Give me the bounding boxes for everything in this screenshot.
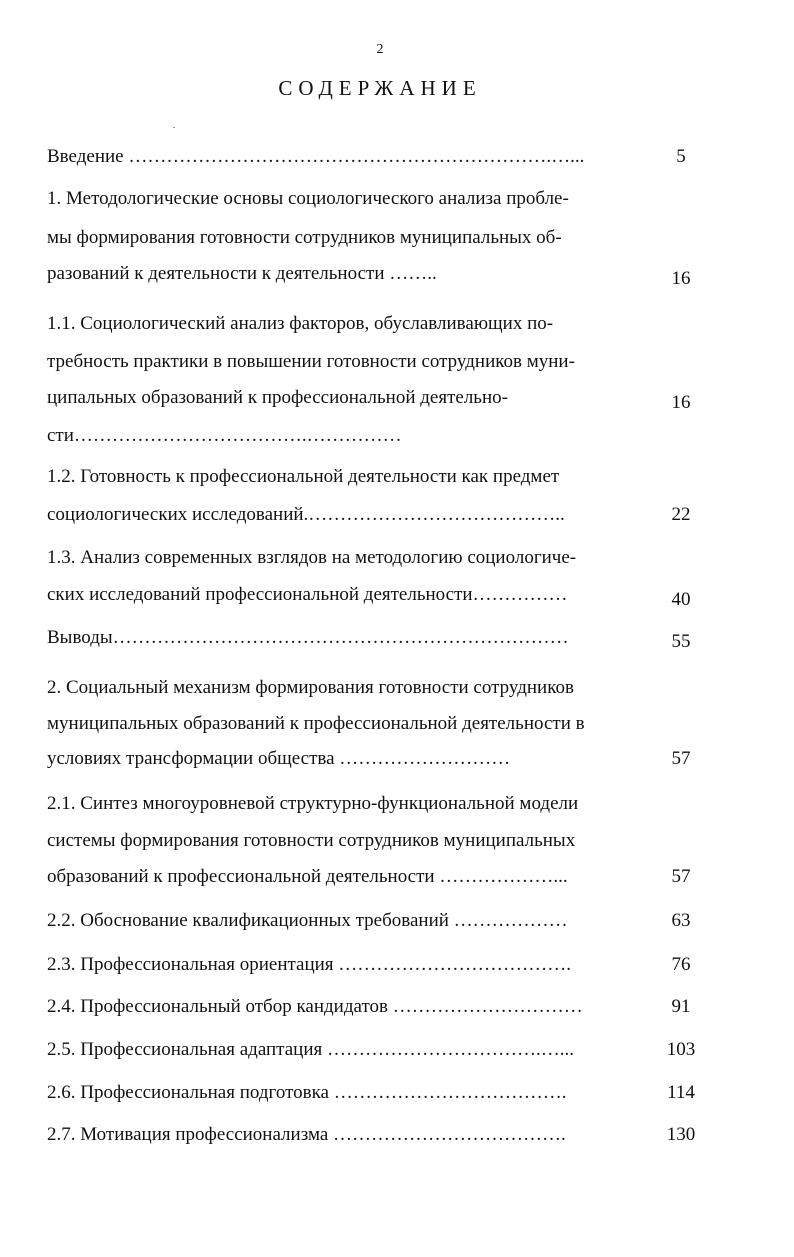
toc-page-number: 22 (671, 504, 691, 525)
page-number: 2 (376, 42, 384, 57)
toc-page-number: 16 (671, 392, 691, 413)
toc-line: 2.1. Синтез многоуровневой структурно-функциональной модели (47, 793, 579, 814)
toc-line: 2.3. Профессиональная ориентация ………………………………. (47, 954, 572, 975)
toc-page-number: 130 (666, 1124, 696, 1145)
toc-page-number: 114 (667, 1082, 695, 1103)
toc-line: 2.4. Профессиональный отбор кандидатов ………………………… (47, 996, 583, 1017)
toc-line: 2.5. Профессиональная адаптация …………………………….…... (47, 1039, 574, 1060)
toc-line: муниципальных образований к профессиональной деятельности в (47, 713, 585, 734)
toc-page-number: 55 (671, 631, 691, 652)
toc-page-number: 5 (676, 146, 686, 167)
toc-line: системы формирования готовности сотрудников муниципальных (47, 830, 576, 851)
toc-line: Введение ………………………………………………………….…... (47, 146, 585, 167)
toc-line: ципальных образований к профессиональной деятельно- (47, 387, 508, 408)
toc-line: 1.1. Социологический анализ факторов, обуславливающих по- (47, 313, 554, 334)
toc-page-number: 76 (671, 954, 691, 975)
toc-page-number: 16 (671, 268, 691, 289)
page-title: СОДЕРЖАНИЕ (278, 76, 482, 100)
scan-speck (173, 127, 175, 128)
toc-line: Выводы……………………………………………………………… (47, 627, 569, 648)
toc-line: 1.3. Анализ современных взглядов на методологию социологиче- (47, 547, 577, 568)
toc-line: социологических исследований.………………………………….. (47, 504, 565, 525)
toc-page-number: 91 (671, 996, 691, 1017)
toc-page-number: 57 (671, 866, 691, 887)
toc-line: образований к профессиональной деятельности ………………... (47, 866, 568, 887)
toc-line: ских исследований профессиональной деятельности…………… (47, 584, 568, 605)
toc-line: сти……………………………….…………… (47, 425, 402, 446)
toc-line: 2.2. Обоснование квалификационных требований ……………… (47, 910, 568, 931)
toc-line: требность практики в повышении готовности сотрудников муни- (47, 351, 575, 372)
toc-line: 2. Социальный механизм формирования готовности сотрудников (47, 677, 574, 698)
toc-page-number: 57 (671, 748, 691, 769)
toc-page-number: 103 (666, 1039, 696, 1060)
toc-line: мы формирования готовности сотрудников муниципальных об- (47, 227, 562, 248)
toc-line: условиях трансформации общества ……………………… (47, 748, 511, 769)
toc-page-number: 40 (671, 589, 691, 610)
toc-line: 2.6. Профессиональная подготовка ………………………………. (47, 1082, 567, 1103)
toc-line: 1.2. Готовность к профессиональной деятельности как предмет (47, 466, 560, 487)
toc-page-number: 63 (671, 910, 691, 931)
toc-line: 1. Методологические основы социологического анализа пробле- (47, 188, 569, 209)
toc-line: разований к деятельности к деятельности …….. (47, 263, 437, 284)
toc-line: 2.7. Мотивация профессионализма ………………………………. (47, 1124, 566, 1145)
